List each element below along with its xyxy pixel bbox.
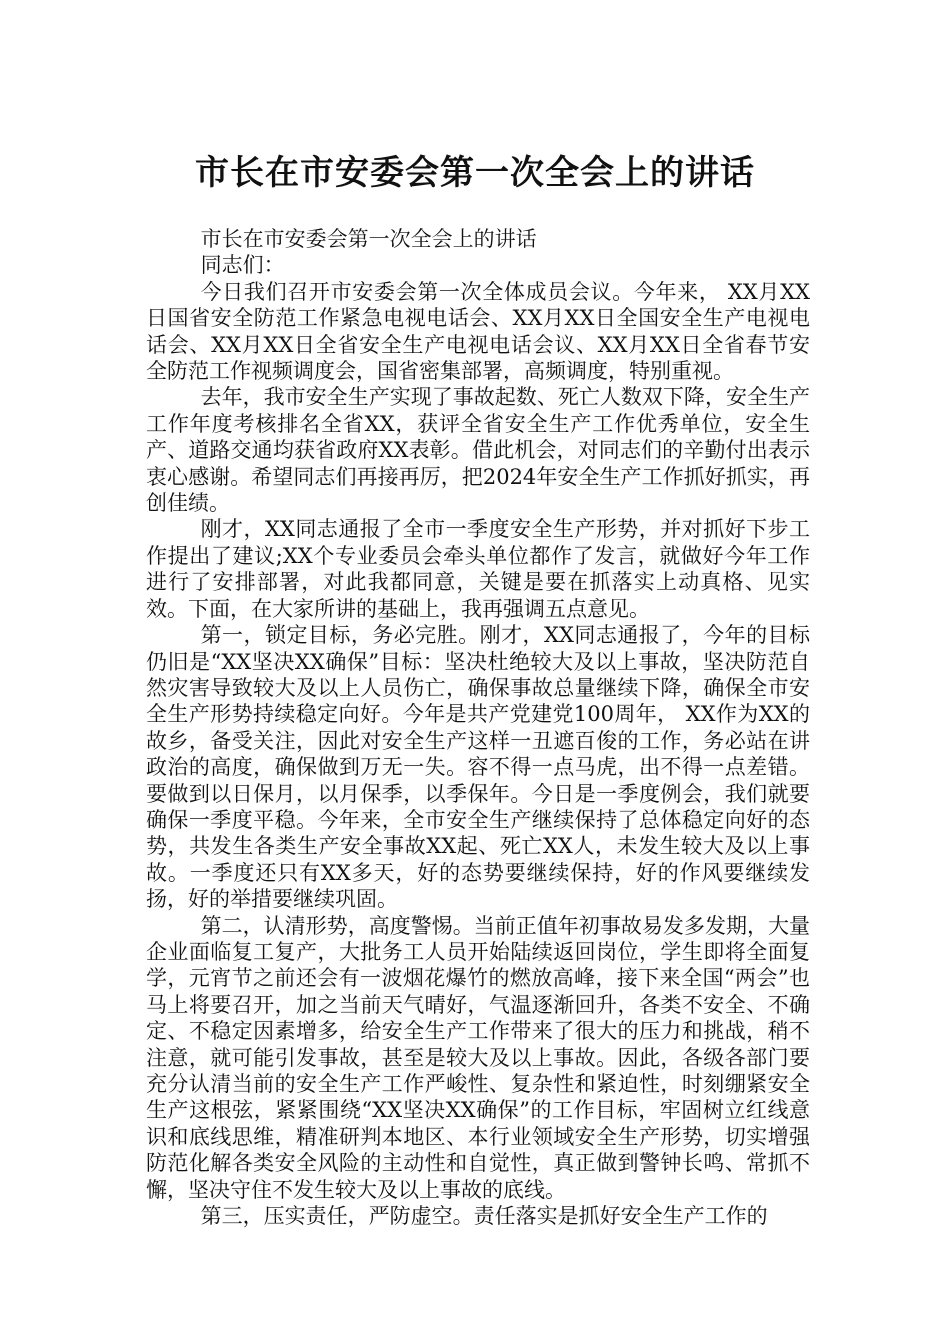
- document-title: 市长在市安委会第一次全会上的讲话: [195, 152, 755, 193]
- body-paragraph-point-one: 第一，锁定目标，务必完胜。刚才，XX同志通报了，今年的目标仍旧是“XX坚决XX确保”目标：坚决杜绝较大及以上事故，坚决防范自然灾害导致较大及以上人员伤亡，确保事故总量继续下降，确保全市安全生产形势持续稳定向好。今年是共产党建党100周年， XX作为XX的故乡，备受关注，因此对安全生产这样一丑遮百俊的工作，务必站在讲政治的高度，确保做到万无一失。容不得一点马虎，出不得一点差错。要做到以日保月，以月保季，以季保年。今日是一季度例会，我们就要确保一季度平稳。今年来，全市安全生产继续保持了总体稳定向好的态势，共发生各类生产安全事故XX起、死亡XX人，未发生较大及以上事故。一季度还只有XX多天，好的态势要继续保持，好的作风要继续发扬，好的举措要继续巩固。: [146, 623, 810, 912]
- body-paragraph-point-three: 第三，压实责任，严防虚空。责任落实是抓好安全生产工作的: [200, 1204, 768, 1229]
- body-paragraph-heading: 市长在市安委会第一次全会上的讲话: [200, 227, 537, 251]
- body-paragraph-briefing: 刚才，XX同志通报了全市一季度安全生产形势，并对抓好下步工作提出了建议;XX个专业委员会牵头单位都作了发言，就做好今年工作进行了安排部署，对此我都同意，关键是要在抓落实上动真格、见实效。下面，在大家所讲的基础上，我再强调五点意见。: [146, 517, 810, 621]
- body-paragraph-intro: 今日我们召开市安委会第一次全体成员会议。今年来， XX月XX日国省安全防范工作紧急电视电话会、XX月XX日全国安全生产电视电话会、XX月XX日全省安全生产电视电话会议、XX月XX日全省春节安全防范工作视频调度会，国省密集部署，高频调度，特别重视。: [146, 279, 810, 384]
- body-paragraph-salutation: 同志们：: [200, 253, 285, 278]
- body-paragraph-last-year: 去年，我市安全生产实现了事故起数、死亡人数双下降，安全生产工作年度考核排名全省XX，获评全省安全生产工作优秀单位，安全生产、道路交通均获省政府XX表彰。借此机会，对同志们的辛勤付出表示衷心感谢。希望同志们再接再厉，把2024年安全生产工作抓好抓实，再创佳绩。: [146, 385, 810, 516]
- document-body: [146, 226, 810, 1229]
- body-paragraph-point-two: 第二，认清形势，高度警惕。当前正值年初事故易发多发期，大量企业面临复工复产，大批务工人员开始陆续返回岗位，学生即将全面复学，元宵节之前还会有一波烟花爆竹的燃放高峰，接下来全国“两会”也马上将要召开，加之当前天气晴好，气温逐渐回升，各类不安全、不确定、不稳定因素增多，给安全生产工作带来了很大的压力和挑战，稍不注意，就可能引发事故，甚至是较大及以上事故。因此，各级各部门要充分认清当前的安全生产工作严峻性、复杂性和紧迫性，时刻绷紧安全生产这根弦，紧紧围绕“XX坚决XX确保”的工作目标，牢固树立红线意识和底线思维，精准研判本地区、本行业领域安全生产形势，切实增强防范化解各类安全风险的主动性和自觉性，真正做到警钟长鸣、常抓不懈，坚决守住不发生较大及以上事故的底线。: [146, 913, 810, 1202]
